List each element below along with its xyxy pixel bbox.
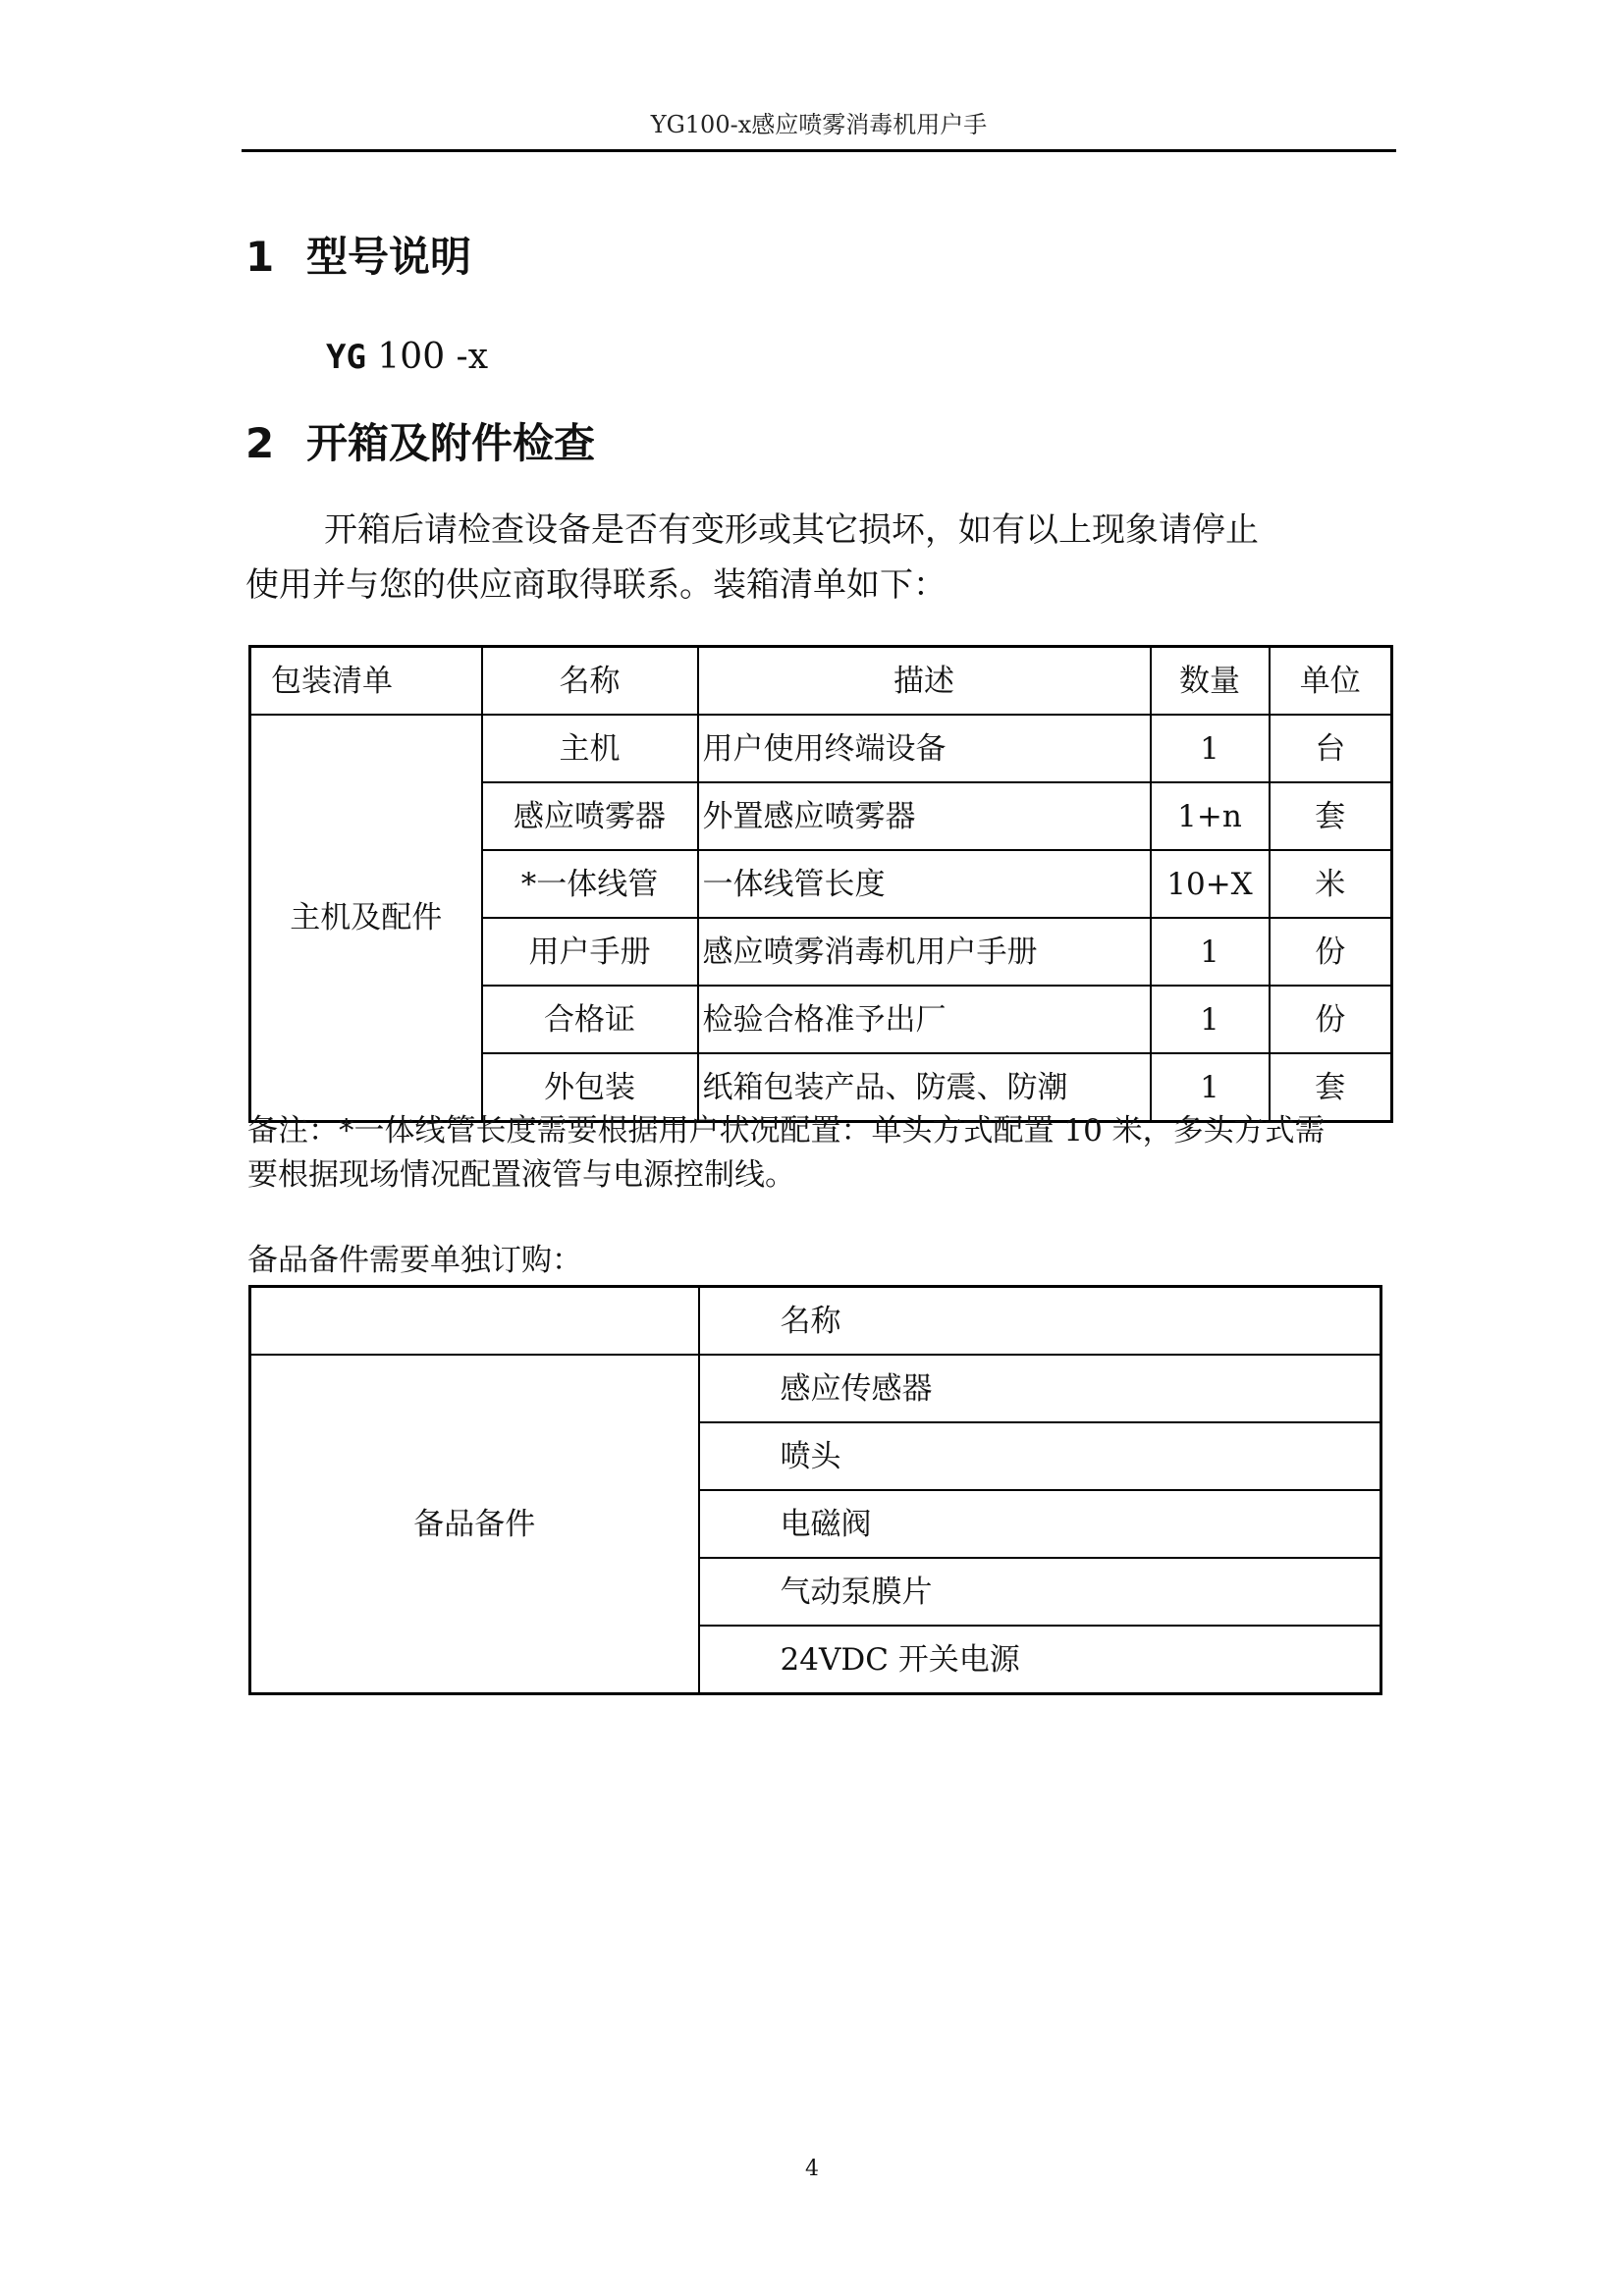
- spare-item: 气动泵膜片: [699, 1558, 1381, 1626]
- unboxing-paragraph: [245, 503, 1404, 613]
- note-line-1: 备注：*一体线管长度需要根据用户状况配置：单头方式配置 10 米，多头方式需: [247, 1113, 1326, 1148]
- item-description: 外置感应喷雾器: [698, 782, 1151, 850]
- item-unit: 台: [1270, 715, 1392, 782]
- model-code-suffix: 100 -x: [365, 337, 489, 377]
- item-description: 检验合格准予出厂: [698, 986, 1151, 1053]
- packing-list-table: [248, 645, 1393, 1123]
- table-row: [250, 715, 1392, 782]
- section-1-number: 1: [245, 233, 275, 281]
- item-name: 外包装: [482, 1053, 698, 1122]
- item-name: 感应喷雾器: [482, 782, 698, 850]
- table-row: [250, 1355, 1381, 1422]
- header-unit: 单位: [1270, 647, 1392, 716]
- page-number: 4: [805, 2157, 819, 2181]
- item-name: 合格证: [482, 986, 698, 1053]
- spare-item: 喷头: [699, 1422, 1381, 1490]
- item-quantity: 1+n: [1151, 782, 1270, 850]
- section-2-title: 开箱及附件检查: [306, 419, 596, 467]
- spare-item: 感应传感器: [699, 1355, 1381, 1422]
- item-unit: 份: [1270, 986, 1392, 1053]
- item-unit: 套: [1270, 782, 1392, 850]
- table-header-row: [250, 1287, 1381, 1356]
- item-quantity: 1: [1151, 918, 1270, 986]
- item-description: 一体线管长度: [698, 850, 1151, 918]
- item-name: 主机: [482, 715, 698, 782]
- empty-header-cell: [250, 1287, 699, 1356]
- section-1-heading: [245, 232, 471, 283]
- header-name: 名称: [482, 647, 698, 716]
- spare-parts-table: [248, 1285, 1382, 1695]
- item-description: 用户使用终端设备: [698, 715, 1151, 782]
- group-label-cell: 备品备件: [250, 1355, 699, 1694]
- item-quantity: 10+X: [1151, 850, 1270, 918]
- item-unit: 米: [1270, 850, 1392, 918]
- paragraph-line-2: 使用并与您的供应商取得联系。装箱清单如下：: [245, 565, 947, 605]
- paragraph-line-1: 开箱后请检查设备是否有变形或其它损坏，如有以上现象请停止: [324, 510, 1259, 550]
- header-rule: [242, 149, 1396, 152]
- model-code: [326, 336, 488, 379]
- item-unit: 套: [1270, 1053, 1392, 1122]
- item-unit: 份: [1270, 918, 1392, 986]
- model-code-prefix: YG: [326, 338, 366, 377]
- spare-item: 电磁阀: [699, 1490, 1381, 1558]
- spare-item: 24VDC 开关电源: [699, 1626, 1381, 1694]
- note-line-2: 要根据现场情况配置液管与电源控制线。: [247, 1157, 795, 1193]
- item-name: 用户手册: [482, 918, 698, 986]
- group-label-cell: 主机及配件: [250, 715, 482, 1122]
- item-name: *一体线管: [482, 850, 698, 918]
- section-2-number: 2: [245, 419, 275, 467]
- item-description: 感应喷雾消毒机用户手册: [698, 918, 1151, 986]
- item-quantity: 1: [1151, 715, 1270, 782]
- item-description: 纸箱包装产品、防震、防潮: [698, 1053, 1151, 1122]
- running-header: YG100-x感应喷雾消毒机用户手: [650, 111, 988, 138]
- header-name: 名称: [699, 1287, 1381, 1356]
- item-quantity: 1: [1151, 986, 1270, 1053]
- item-quantity: 1: [1151, 1053, 1270, 1122]
- section-1-title: 型号说明: [306, 233, 472, 281]
- table-header-row: [250, 647, 1392, 716]
- section-2-heading: [245, 418, 595, 469]
- header-description: 描述: [698, 647, 1151, 716]
- table-note: [247, 1109, 1426, 1198]
- header-packing-list: 包装清单: [250, 647, 482, 716]
- header-quantity: 数量: [1151, 647, 1270, 716]
- spare-parts-caption: 备品备件需要单独订购：: [247, 1243, 582, 1278]
